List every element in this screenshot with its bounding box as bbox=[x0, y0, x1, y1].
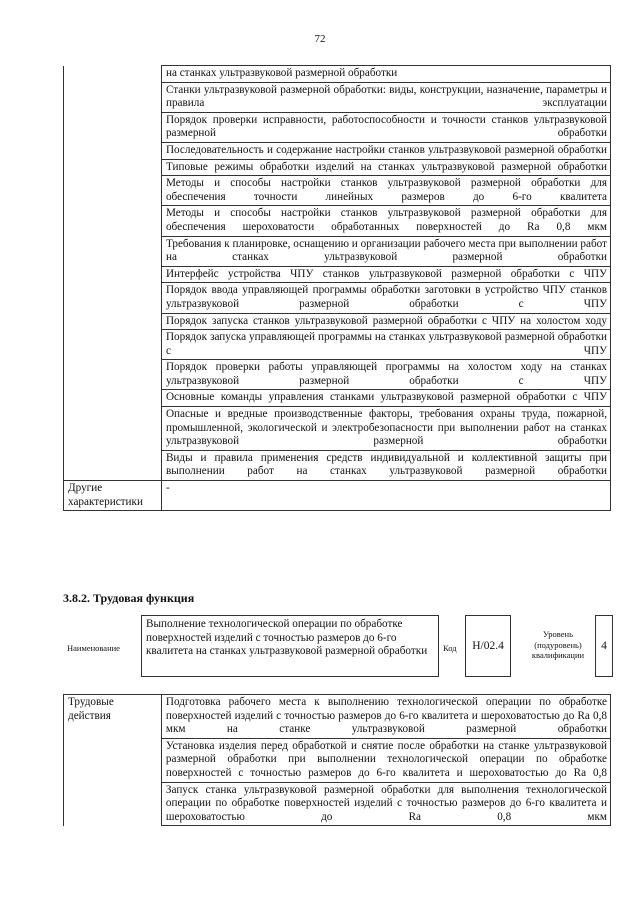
function-header bbox=[63, 615, 611, 677]
knowledge-item: Опасные и вредные производственные факторы, требования охраны труда, пожарной, промышленной, экологической и электробезопасности при выполнении работ на станках ультразвуковой размерной обработки bbox=[161, 407, 610, 451]
knowledge-item: Порядок проверки исправности, работоспособности и точности станков ультразвуковой размерной обработки bbox=[161, 112, 610, 142]
knowledge-item: Требования к планировке, оснащению и организации рабочего места при выполнении работ на станках ультразвуковой размерной обработки bbox=[161, 236, 610, 266]
other-characteristics-value: - bbox=[161, 481, 610, 511]
section-title: 3.8.2. Трудовая функция bbox=[63, 591, 195, 605]
knowledge-item: Станки ультразвуковой размерной обработки: виды, конструкции, назначение, параметры и правила эксплуатации bbox=[161, 82, 610, 112]
level-label: Уровень (подуровень) квалификации bbox=[531, 629, 585, 660]
knowledge-item: Порядок запуска управляющей программы на станках ультразвуковой размерной обработки с ЧПУ bbox=[161, 330, 610, 360]
code-label: Код bbox=[443, 643, 457, 653]
knowledge-item: Методы и способы настройки станков ультразвуковой размерной обработки для обеспечения точности линейных размеров до 6-го квалитета bbox=[161, 176, 610, 206]
code-value: H/02.4 bbox=[472, 640, 504, 652]
other-characteristics-label: Другие характеристики bbox=[64, 481, 162, 511]
knowledge-table bbox=[63, 65, 611, 511]
action-item: Подготовка рабочего места к выполнению технологической операции по обработке поверхностей изделий с точностью размеров до 6-го квалитета и шероховатостью до Ra 0,8 мкм на станке ультразвуковой размерной обработки bbox=[161, 695, 610, 739]
knowledge-item: Порядок запуска станков ультразвуковой размерной обработки с ЧПУ на холостом ходу bbox=[161, 313, 610, 330]
knowledge-item: Последовательность и содержание настройки станков ультразвуковой размерной обработки bbox=[161, 142, 610, 159]
table-row bbox=[64, 481, 611, 511]
table-row bbox=[64, 695, 611, 739]
actions-label: Трудовые действия bbox=[64, 695, 162, 826]
name-label: Наименование bbox=[67, 643, 120, 653]
actions-table bbox=[63, 694, 611, 826]
action-item: Запуск станка ультразвуковой размерной обработки для выполнения технологической операции по обработке поверхностей изделий с точностью размеров до 6-го квалитета и шероховатостью до Ra 0,8 мкм bbox=[161, 782, 610, 826]
level-value: 4 bbox=[601, 640, 607, 652]
action-item: Установка изделия перед обработкой и снятие после обработки на станке ультразвуковой размерной обработки при выполнении технологической операции по обработке поверхностей с точностью размеров до 6-го квалитета и шероховатостью до Ra 0,8 bbox=[161, 738, 610, 782]
knowledge-item: на станках ультразвуковой размерной обработки bbox=[161, 66, 610, 83]
left-column-empty bbox=[64, 66, 162, 481]
knowledge-item: Основные команды управления станками ультразвуковой размерной обработки с ЧПУ bbox=[161, 390, 610, 407]
knowledge-item: Порядок ввода управляющей программы обработки заготовки в устройство ЧПУ станков ультразвуковой размерной обработки с ЧПУ bbox=[161, 283, 610, 313]
knowledge-item: Методы и способы настройки станков ультразвуковой размерной обработки для обеспечения шероховатости обработанных поверхностей до Ra 0,8 мкм bbox=[161, 206, 610, 236]
level-box bbox=[595, 615, 613, 677]
page-number: 72 bbox=[314, 33, 326, 45]
knowledge-item: Порядок проверки работы управляющей программы на холостом ходу на станках ультразвуковой размерной обработки с ЧПУ bbox=[161, 360, 610, 390]
knowledge-item: Типовые режимы обработки изделий на станках ультразвуковой размерной обработки bbox=[161, 159, 610, 176]
knowledge-item: Интерфейс устройства ЧПУ станков ультразвуковой размерной обработки с ЧПУ bbox=[161, 266, 610, 283]
table-row bbox=[64, 66, 611, 83]
name-value: Выполнение технологической операции по обработке поверхностей изделий с точностью размеров до 6-го квалитета на станках ультразвуковой размерной обработки bbox=[141, 615, 439, 677]
knowledge-item: Виды и правила применения средств индивидуальной и коллективной защиты при выполнении работ на станках ультразвуковой размерной обработки bbox=[161, 450, 610, 480]
code-box bbox=[465, 615, 511, 677]
